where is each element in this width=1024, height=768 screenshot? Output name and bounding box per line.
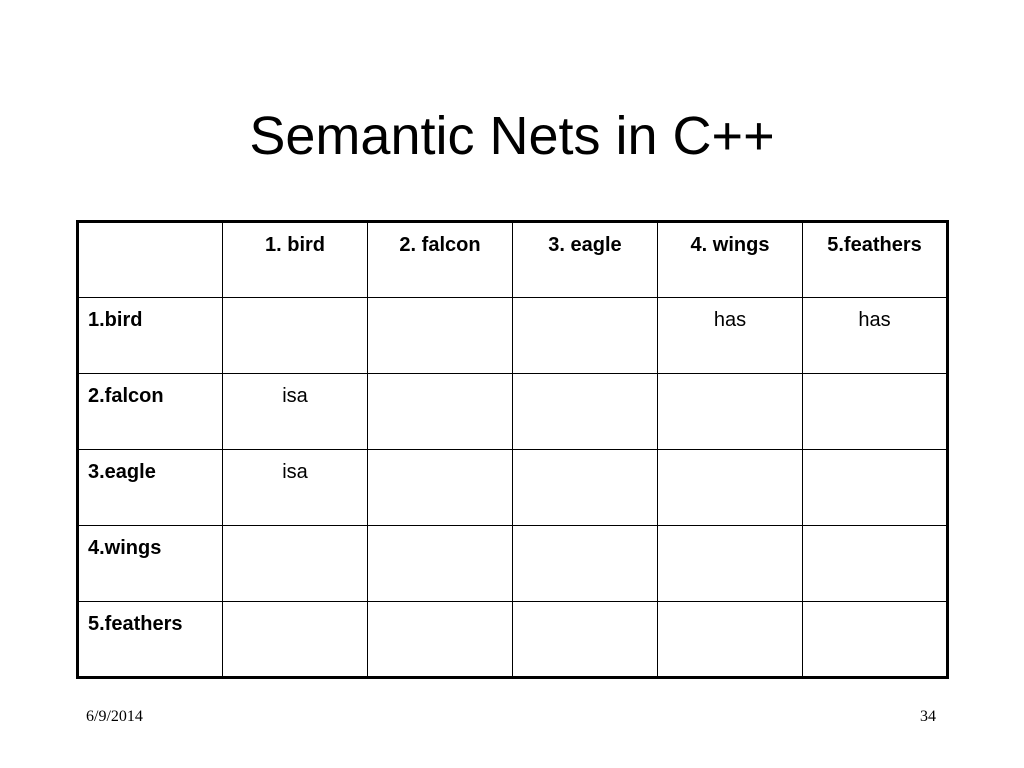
table-cell: has [803, 298, 948, 374]
table-row [78, 526, 948, 602]
row-header-falcon: 2.falcon [78, 374, 223, 450]
row-header-wings: 4.wings [78, 526, 223, 602]
table-cell [513, 526, 658, 602]
page-number: 34 [920, 708, 936, 725]
table-cell [658, 526, 803, 602]
table-cell [658, 602, 803, 678]
column-header-bird: 1. bird [223, 222, 368, 298]
table-cell: isa [223, 374, 368, 450]
table-cell [223, 298, 368, 374]
row-header-bird: 1.bird [78, 298, 223, 374]
table-cell [513, 450, 658, 526]
table-cell [803, 374, 948, 450]
footer-date: 6/9/2014 [86, 708, 143, 725]
table-cell [223, 526, 368, 602]
slide-title: Semantic Nets in C++ [249, 106, 775, 166]
table-cell [368, 450, 513, 526]
table-cell [658, 374, 803, 450]
table-row [78, 450, 948, 526]
table-cell [513, 602, 658, 678]
column-header-falcon: 2. falcon [368, 222, 513, 298]
column-header-wings: 4. wings [658, 222, 803, 298]
table-header-row [78, 222, 948, 298]
column-header-feathers: 5.feathers [803, 222, 948, 298]
table-cell [803, 526, 948, 602]
corner-cell [78, 222, 223, 298]
table-cell: has [658, 298, 803, 374]
table-cell [513, 298, 658, 374]
table-row [78, 602, 948, 678]
table-cell [803, 450, 948, 526]
row-header-eagle: 3.eagle [78, 450, 223, 526]
table-cell [223, 602, 368, 678]
table-row [78, 298, 948, 374]
table-cell [803, 602, 948, 678]
row-header-feathers: 5.feathers [78, 602, 223, 678]
table-cell [368, 602, 513, 678]
table-row [78, 374, 948, 450]
column-header-eagle: 3. eagle [513, 222, 658, 298]
table-cell [658, 450, 803, 526]
table-cell [368, 374, 513, 450]
table-cell: isa [223, 450, 368, 526]
table-cell [368, 526, 513, 602]
table-cell [368, 298, 513, 374]
table-cell [513, 374, 658, 450]
semantic-net-table [76, 220, 949, 679]
